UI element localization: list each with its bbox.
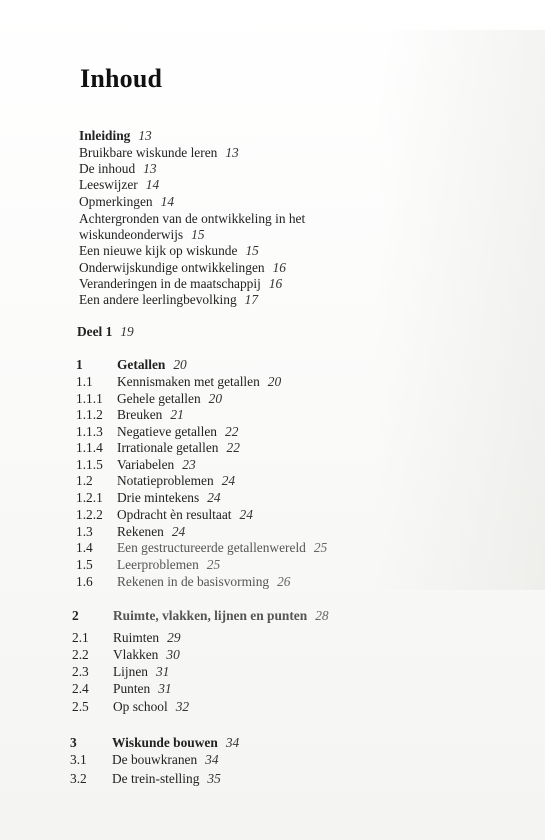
toc-entry-label: Negatieve getallen xyxy=(117,424,218,439)
toc-entry-label: Rekenen xyxy=(117,524,164,539)
toc-entry-label: Punten xyxy=(113,681,151,696)
toc-section-number: 1.1.1 xyxy=(76,391,103,406)
toc-page-number: 15 xyxy=(245,243,259,258)
toc-entry xyxy=(79,177,159,193)
toc-entry-label: Notatieproblemen xyxy=(117,473,214,488)
toc-entry-label: De inhoud xyxy=(79,161,136,176)
toc-page-number: 32 xyxy=(175,699,190,714)
toc-section-number: 2 xyxy=(72,608,79,623)
toc-page-number: 26 xyxy=(277,574,291,589)
toc-page-number: 31 xyxy=(155,664,170,679)
toc-page-number: 25 xyxy=(206,557,221,572)
toc-heading-deel xyxy=(77,324,134,340)
toc-entry-label: Een nieuwe kijk op wiskunde xyxy=(79,243,238,258)
toc-page-number: 16 xyxy=(272,260,286,275)
toc-section-number: 1.6 xyxy=(76,574,93,589)
toc-chapter-heading xyxy=(113,608,329,624)
toc-entry-label: Ruimte, vlakken, lijnen en punten xyxy=(113,608,308,623)
toc-entry-label: Onderwijskundige ontwikkelingen xyxy=(79,260,265,275)
toc-entry xyxy=(112,771,221,787)
toc-entry xyxy=(117,424,238,440)
toc-page-number: 35 xyxy=(207,771,221,786)
toc-entry-label: Opmerkingen xyxy=(79,194,153,209)
toc-section-number: 1.2 xyxy=(76,473,93,488)
toc-page-number: 25 xyxy=(313,540,328,555)
toc-entry-label: Leeswijzer xyxy=(79,177,138,192)
toc-entry-label: Rekenen in de basisvorming xyxy=(117,574,270,589)
toc-page-number: 17 xyxy=(244,292,259,307)
toc-entry xyxy=(117,557,220,573)
toc-entry-label: Wiskunde bouwen xyxy=(112,735,218,750)
toc-entry xyxy=(79,227,205,243)
toc-section-number: 3 xyxy=(70,735,77,750)
toc-section-number: 1.2.2 xyxy=(76,507,103,522)
toc-section-number: 3.1 xyxy=(70,752,87,767)
toc-page-number: 13 xyxy=(143,161,157,176)
toc-entry xyxy=(79,211,305,227)
toc-entry xyxy=(117,540,327,556)
toc-entry xyxy=(79,194,174,210)
toc-entry-label: Opdracht èn resultaat xyxy=(117,507,232,522)
toc-entry-label: Deel 1 xyxy=(77,324,113,339)
toc-section-number: 3.2 xyxy=(70,771,87,786)
toc-entry xyxy=(117,457,196,473)
toc-entry xyxy=(113,699,189,715)
toc-entry-label: Veranderingen in de maatschappij xyxy=(79,276,261,291)
toc-page-number: 15 xyxy=(191,227,205,242)
toc-entry-label: Kennismaken met getallen xyxy=(117,374,260,389)
toc-entry xyxy=(117,374,281,390)
toc-entry xyxy=(79,292,258,308)
toc-page-number: 16 xyxy=(268,276,283,291)
toc-page-number: 21 xyxy=(170,407,184,422)
toc-entry-label: De trein-stelling xyxy=(112,771,200,786)
toc-page-number: 14 xyxy=(145,177,160,192)
page-bleed-shadow xyxy=(375,30,545,590)
toc-entry xyxy=(112,752,219,768)
toc-page-number: 20 xyxy=(208,391,223,406)
toc-section-number: 2.4 xyxy=(72,681,89,696)
toc-section-number: 1.1 xyxy=(76,374,93,389)
toc-entry xyxy=(113,664,169,680)
toc-page-number: 30 xyxy=(166,647,180,662)
toc-entry xyxy=(79,145,239,161)
toc-entry-label: Bruikbare wiskunde leren xyxy=(79,145,218,160)
toc-entry-label: Ruimten xyxy=(113,630,160,645)
toc-section-number: 1.1.5 xyxy=(76,457,103,472)
toc-section-number: 2.1 xyxy=(72,630,89,645)
toc-entry xyxy=(117,574,291,590)
toc-entry-label: Lijnen xyxy=(113,664,148,679)
toc-page-number: 20 xyxy=(267,374,282,389)
toc-entry-label: Achtergronden van de ontwikkeling in het xyxy=(79,211,306,226)
toc-page-number: 19 xyxy=(120,324,134,339)
toc-entry xyxy=(117,524,185,540)
toc-entry xyxy=(79,276,282,292)
toc-page-number: 28 xyxy=(315,608,329,623)
toc-heading-inleiding xyxy=(79,128,152,144)
toc-section-number: 2.2 xyxy=(72,647,89,662)
toc-page-number: 34 xyxy=(225,735,240,750)
toc-entry-label: Variabelen xyxy=(117,457,175,472)
toc-entry-label: Getallen xyxy=(117,357,166,372)
toc-section-number: 1.1.4 xyxy=(76,440,103,455)
toc-entry-label: Inleiding xyxy=(79,128,131,143)
toc-section-number: 2.3 xyxy=(72,664,89,679)
toc-section-number: 1.5 xyxy=(76,557,93,572)
toc-page-number: 34 xyxy=(205,752,219,767)
toc-page-number: 24 xyxy=(221,473,236,488)
toc-chapter-heading xyxy=(112,735,239,751)
toc-page-number: 31 xyxy=(158,681,172,696)
toc-section-number: 1 xyxy=(76,357,83,372)
toc-page-number: 13 xyxy=(138,128,152,143)
toc-entry xyxy=(117,490,221,506)
toc-entry xyxy=(117,473,235,489)
toc-entry-label: Irrationale getallen xyxy=(117,440,219,455)
toc-entry xyxy=(113,630,181,646)
toc-chapter-heading xyxy=(117,357,187,373)
toc-section-number: 1.3 xyxy=(76,524,93,539)
toc-entry-label: Vlakken xyxy=(113,647,159,662)
toc-page-number: 24 xyxy=(239,507,253,522)
toc-entry-label: De bouwkranen xyxy=(112,752,198,767)
toc-section-number: 1.1.3 xyxy=(76,424,103,439)
toc-entry xyxy=(113,647,180,663)
toc-page-number: 22 xyxy=(226,440,240,455)
toc-entry xyxy=(117,440,240,456)
toc-page-number: 22 xyxy=(225,424,239,439)
toc-entry xyxy=(79,260,286,276)
toc-page-number: 13 xyxy=(225,145,239,160)
toc-page-number: 24 xyxy=(207,490,221,505)
toc-page-number: 29 xyxy=(167,630,181,645)
toc-entry-label: Breuken xyxy=(117,407,163,422)
toc-entry-label: Gehele getallen xyxy=(117,391,201,406)
page-title: Inhoud xyxy=(80,64,163,93)
toc-entry-label: Een andere leerlingbevolking xyxy=(79,292,237,307)
toc-section-number: 1.4 xyxy=(76,540,93,555)
toc-entry xyxy=(117,391,222,407)
toc-entry xyxy=(79,243,259,259)
toc-entry xyxy=(117,507,253,523)
toc-entry xyxy=(79,161,157,177)
toc-page-number: 20 xyxy=(173,357,187,372)
toc-entry xyxy=(113,681,172,697)
toc-page-number: 24 xyxy=(171,524,186,539)
toc-section-number: 2.5 xyxy=(72,699,89,714)
toc-entry-label: Een gestructureerde getallenwereld xyxy=(117,540,306,555)
toc-section-number: 1.1.2 xyxy=(76,407,103,422)
toc-entry-label: Leerproblemen xyxy=(117,557,199,572)
toc-entry-label: Drie mintekens xyxy=(117,490,200,505)
toc-entry xyxy=(117,407,184,423)
toc-entry-label: wiskundeonderwijs xyxy=(79,227,184,242)
toc-entry-label: Op school xyxy=(113,699,168,714)
toc-page-number: 14 xyxy=(160,194,175,209)
toc-section-number: 1.2.1 xyxy=(76,490,103,505)
toc-page-number: 23 xyxy=(182,457,196,472)
